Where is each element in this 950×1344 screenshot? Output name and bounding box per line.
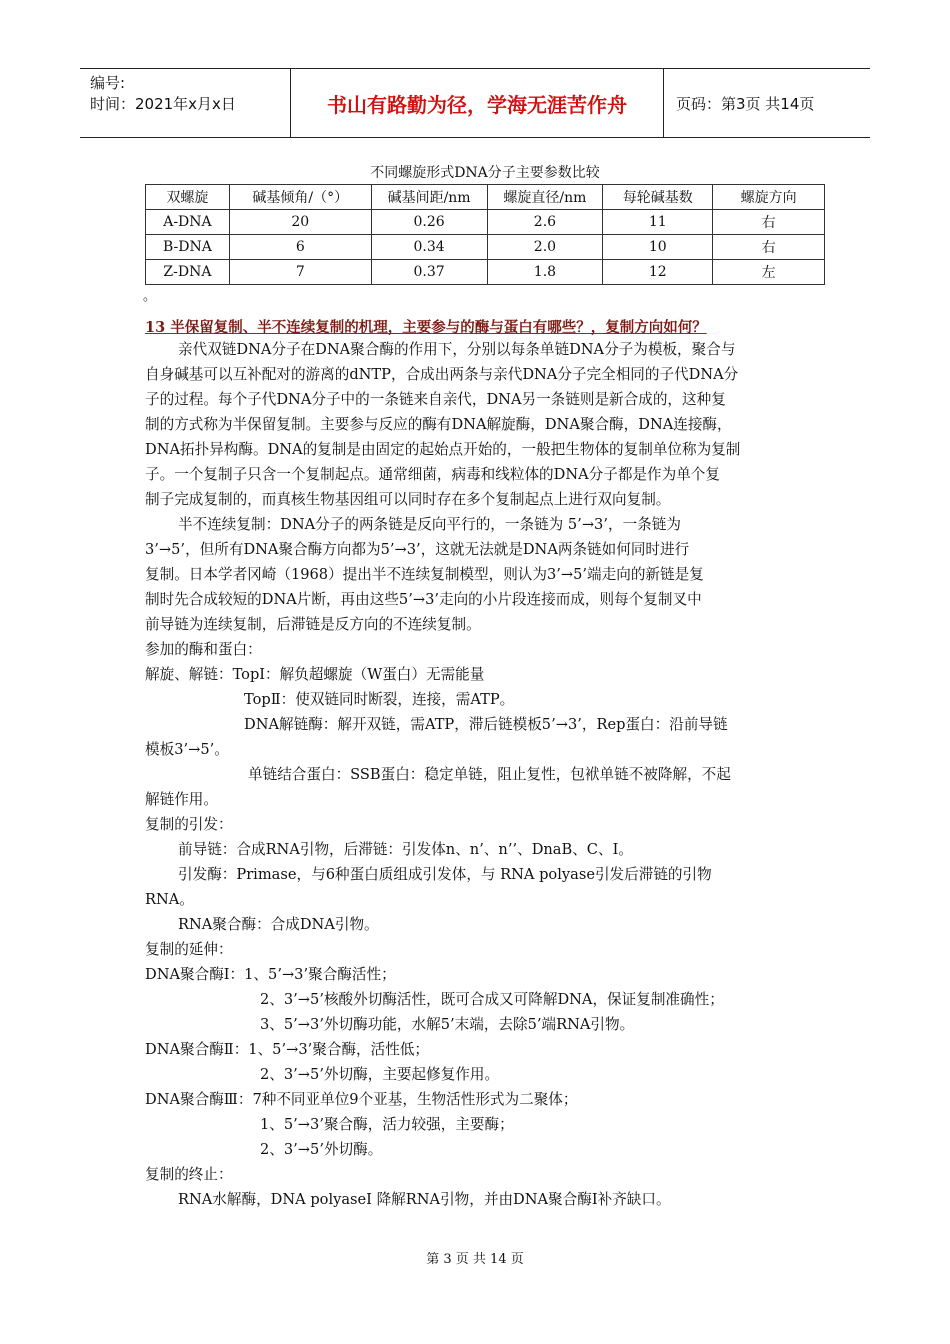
body-line: TopⅡ：使双链同时断裂，连接，需ATP。: [244, 691, 515, 708]
body-line: 制子完成复制的，而真核生物基因组可以同时存在多个复制起点上进行双向复制。: [145, 491, 671, 508]
body-line: 半不连续复制：DNA分子的两条链是反向平行的，一条链为 5’→3’，一条链为: [178, 516, 681, 533]
header-left: [80, 69, 291, 137]
table-cell: 0.37: [371, 260, 487, 285]
body-line: 模板3’→5’。: [145, 741, 229, 758]
body-line: DNA拓扑异构酶。DNA的复制是由固定的起始点开始的，一般把生物体的复制单位称为复制: [145, 441, 741, 458]
body-line: 3、5’→3’外切酶功能，水解5’末端，去除5’端RNA引物。: [260, 1016, 635, 1033]
table-row: [146, 210, 825, 235]
page-header: [80, 68, 870, 138]
table-cell: 右: [713, 235, 825, 260]
table-cell: 7: [229, 260, 371, 285]
body-line: 前导链为连续复制，后滞链是反方向的不连续复制。: [145, 616, 481, 633]
body-line: 单链结合蛋白：SSB蛋白：稳定单链，阻止复性，包袱单链不被降解，不起: [248, 766, 731, 783]
body-line: DNA聚合酶Ⅲ：7种不同亚单位9个亚基，生物活性形式为二聚体；: [145, 1091, 578, 1108]
body-line: 参加的酶和蛋白：: [145, 641, 262, 658]
table-header-cell: 碱基倾角/（°）: [229, 185, 371, 210]
body-line: 引发酶：Primase，与6种蛋白质组成引发体，与 RNA polyase引发后滞链的引物: [178, 866, 712, 883]
table-cell: 10: [603, 235, 713, 260]
table-cell: A-DNA: [146, 210, 230, 235]
table-header-cell: 螺旋方向: [713, 185, 825, 210]
body-line: 解链作用。: [145, 791, 218, 808]
body-line: 前导链：合成RNA引物，后滞链：引发体n、n’、n’’、DnaB、C、I。: [178, 841, 633, 858]
table-cell: 11: [603, 210, 713, 235]
body-line: 2、3’→5’外切酶。: [260, 1141, 383, 1158]
time-label: 时间：2021年x月x日: [90, 95, 236, 113]
table-header-cell: 碱基间距/nm: [371, 185, 487, 210]
body-line: 子。一个复制子只含一个复制起点。通常细菌，病毒和线粒体的DNA分子都是作为单个复: [145, 466, 720, 483]
body-line: 自身碱基可以互补配对的游离的dNTP，合成出两条与亲代DNA分子完全相同的子代DNA分: [145, 366, 739, 383]
body-line: 复制的引发：: [145, 816, 233, 833]
question-heading: 13 半保留复制、半不连续复制的机理，主要参与的酶与蛋白有哪些？，复制方向如何？: [145, 319, 707, 336]
body-line: 2、3’→5’核酸外切酶活性，既可合成又可降解DNA，保证复制准确性；: [260, 991, 724, 1008]
after-table-mark: 。: [143, 289, 157, 304]
table-header-cell: 螺旋直径/nm: [487, 185, 603, 210]
table-cell: 6: [229, 235, 371, 260]
table-cell: Z-DNA: [146, 260, 230, 285]
dna-parameter-table: [145, 184, 825, 285]
body-line: 亲代双链DNA分子在DNA聚合酶的作用下，分别以每条单链DNA分子为模板，聚合与: [178, 341, 736, 358]
body-line: 复制。日本学者冈崎（1968）提出半不连续复制模型，则认为3’→5’端走向的新链是复: [145, 566, 704, 583]
number-label: 编号:: [90, 74, 126, 92]
body-line: 3’→5’，但所有DNA聚合酶方向都为5’→3’，这就无法就是DNA两条链如何同时进行: [145, 541, 690, 558]
body-line: DNA聚合酶Ⅰ：1、5’→3’聚合酶活性；: [145, 966, 396, 983]
table-cell: 0.26: [371, 210, 487, 235]
table-cell: 20: [229, 210, 371, 235]
table-cell: 2.6: [487, 210, 603, 235]
body-line: 解旋、解链：TopⅠ：解负超螺旋（W蛋白）无需能量: [145, 666, 485, 683]
body-line: DNA聚合酶Ⅱ：1、5’→3’聚合酶，活性低；: [145, 1041, 430, 1058]
table-cell: 左: [713, 260, 825, 285]
table-header-cell: 双螺旋: [146, 185, 230, 210]
table-row: [146, 260, 825, 285]
body-line: RNA水解酶，DNA polyaseⅠ 降解RNA引物，并由DNA聚合酶Ⅰ补齐缺口。: [178, 1191, 671, 1208]
table-header-row: [146, 185, 825, 210]
header-page-label: 页码：第3页 共14页: [676, 94, 815, 113]
body-line: 复制的延伸：: [145, 941, 233, 958]
table-header-cell: 每轮碱基数: [603, 185, 713, 210]
table-cell: 0.34: [371, 235, 487, 260]
body-line: DNA解链酶：解开双链，需ATP，滞后链模板5’→3’，Rep蛋白：沿前导链: [244, 716, 728, 733]
body-line: 复制的终止：: [145, 1166, 233, 1183]
body-line: 制的方式称为半保留复制。主要参与反应的酶有DNA解旋酶，DNA聚合酶，DNA连接酶，: [145, 416, 732, 433]
table-cell: 12: [603, 260, 713, 285]
body-line: 制时先合成较短的DNA片断，再由这些5’→3’走向的小片段连接而成，则每个复制叉中: [145, 591, 702, 608]
body-line: 子的过程。每个子代DNA分子中的一条链来自亲代，DNA另一条链则是新合成的，这种复: [145, 391, 726, 408]
body-line: 2、3’→5’外切酶，主要起修复作用。: [260, 1066, 500, 1083]
page-footer: 第 3 页 共 14 页: [426, 1252, 524, 1267]
table-cell: 右: [713, 210, 825, 235]
body-line: RNA。: [145, 891, 194, 908]
table-cell: 1.8: [487, 260, 603, 285]
header-motto: 书山有路勤为径，学海无涯苦作舟: [291, 69, 664, 137]
table-cell: 2.0: [487, 235, 603, 260]
table-caption: 不同螺旋形式DNA分子主要参数比较: [370, 165, 600, 181]
body-line: RNA聚合酶：合成DNA引物。: [178, 916, 379, 933]
table-cell: B-DNA: [146, 235, 230, 260]
table-row: [146, 235, 825, 260]
body-line: 1、5’→3’聚合酶，活力较强，主要酶；: [260, 1116, 514, 1133]
